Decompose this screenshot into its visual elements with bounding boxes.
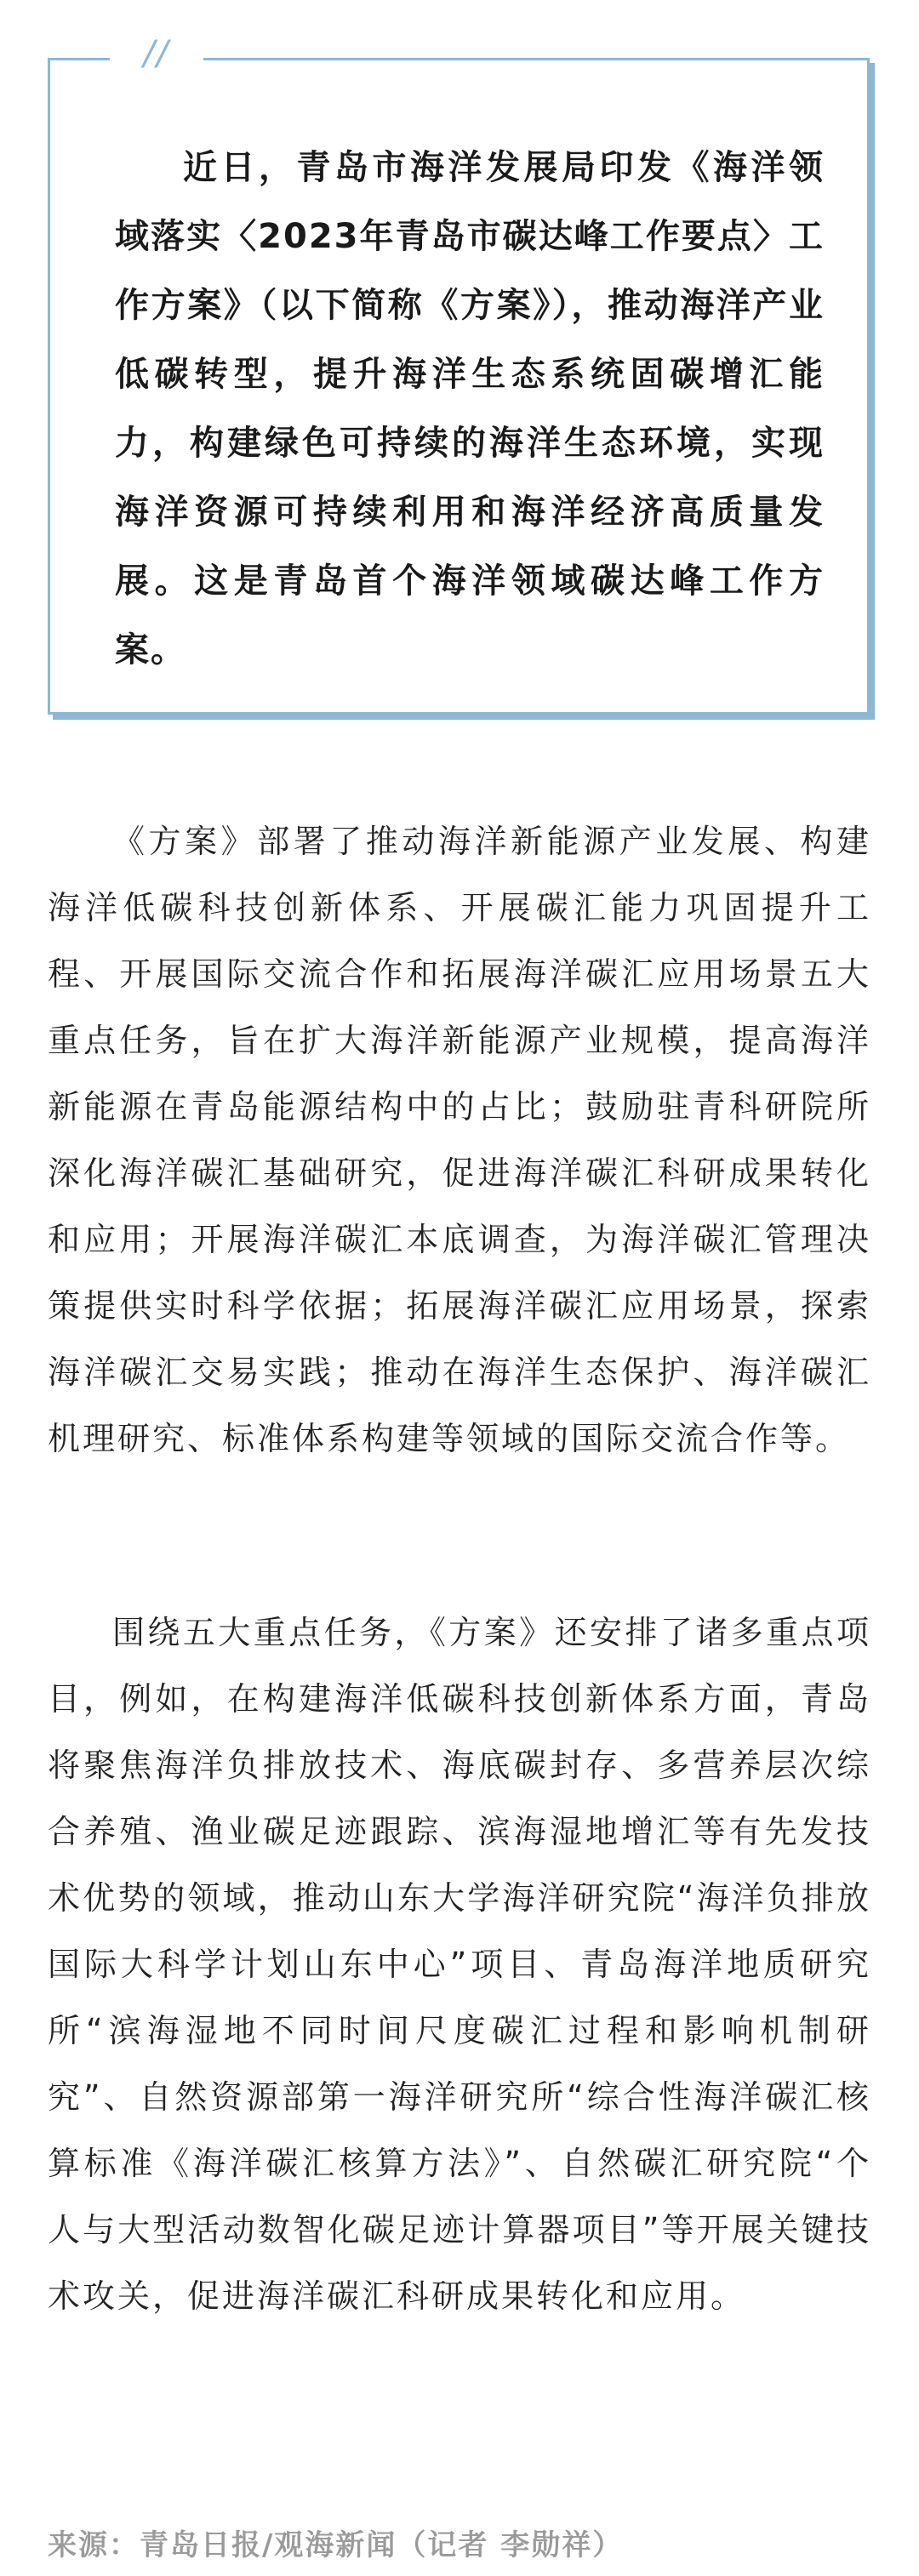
quote-mark-icon: // — [110, 37, 203, 71]
article-paragraph-2: 围绕五大重点任务，《方案》还安排了诸多重点项目，例如，在构建海洋低碳科技创新体系方面，青岛将聚焦海洋负排放技术、海底碳封存、多营养层次综合养殖、渔业碳足迹跟踪、滨海湿地增汇等有先发技术优势的领域，推动山东大学海洋研究院“海洋负排放国际大科学计划山东中心”项目、青岛海洋地质研究所“滨海湿地不同时间尺度碳汇过程和影响机制研究”、自然资源部第一海洋研究所“综合性海洋碳汇核算标准《海洋碳汇核算方法》”、自然碳汇研究院“个人与大型活动数智化碳足迹计算器项目”等开展关键技术攻关，促进海洋碳汇科研成果转化和应用。 — [48, 1614, 871, 2315]
summary-text: 近日，青岛市海洋发展局印发《海洋领域落实〈2023年青岛市碳达峰工作要点〉工作方案》（以下简称《方案》），推动海洋产业低碳转型，提升海洋生态系统固碳增汇能力，构建绿色可持续的海洋生态环境，实现海洋资源可持续利用和海洋经济高质量发展。这是青岛首个海洋领域碳达峰工作方案。 — [115, 148, 825, 670]
article-paragraph-1: 《方案》部署了推动海洋新能源产业发展、构建海洋低碳科技创新体系、开展碳汇能力巩固提升工程、开展国际交流合作和拓展海洋碳汇应用场景五大重点任务，旨在扩大海洋新能源产业规模，提高海洋新能源在青岛能源结构中的占比；鼓励驻青科研院所深化海洋碳汇基础研究，促进海洋碳汇科研成果转化和应用；开展海洋碳汇本底调查，为海洋碳汇管理决策提供实时科学依据；拓展海洋碳汇应用场景，探索海洋碳汇交易实践；推动在海洋生态保护、海洋碳汇机理研究、标准体系构建等领域的国际交流合作等。 — [48, 823, 871, 1457]
source-credit: 来源：青岛日报/观海新闻（记者 李勋祥） — [48, 2528, 624, 2562]
summary-quote-box — [48, 34, 870, 715]
